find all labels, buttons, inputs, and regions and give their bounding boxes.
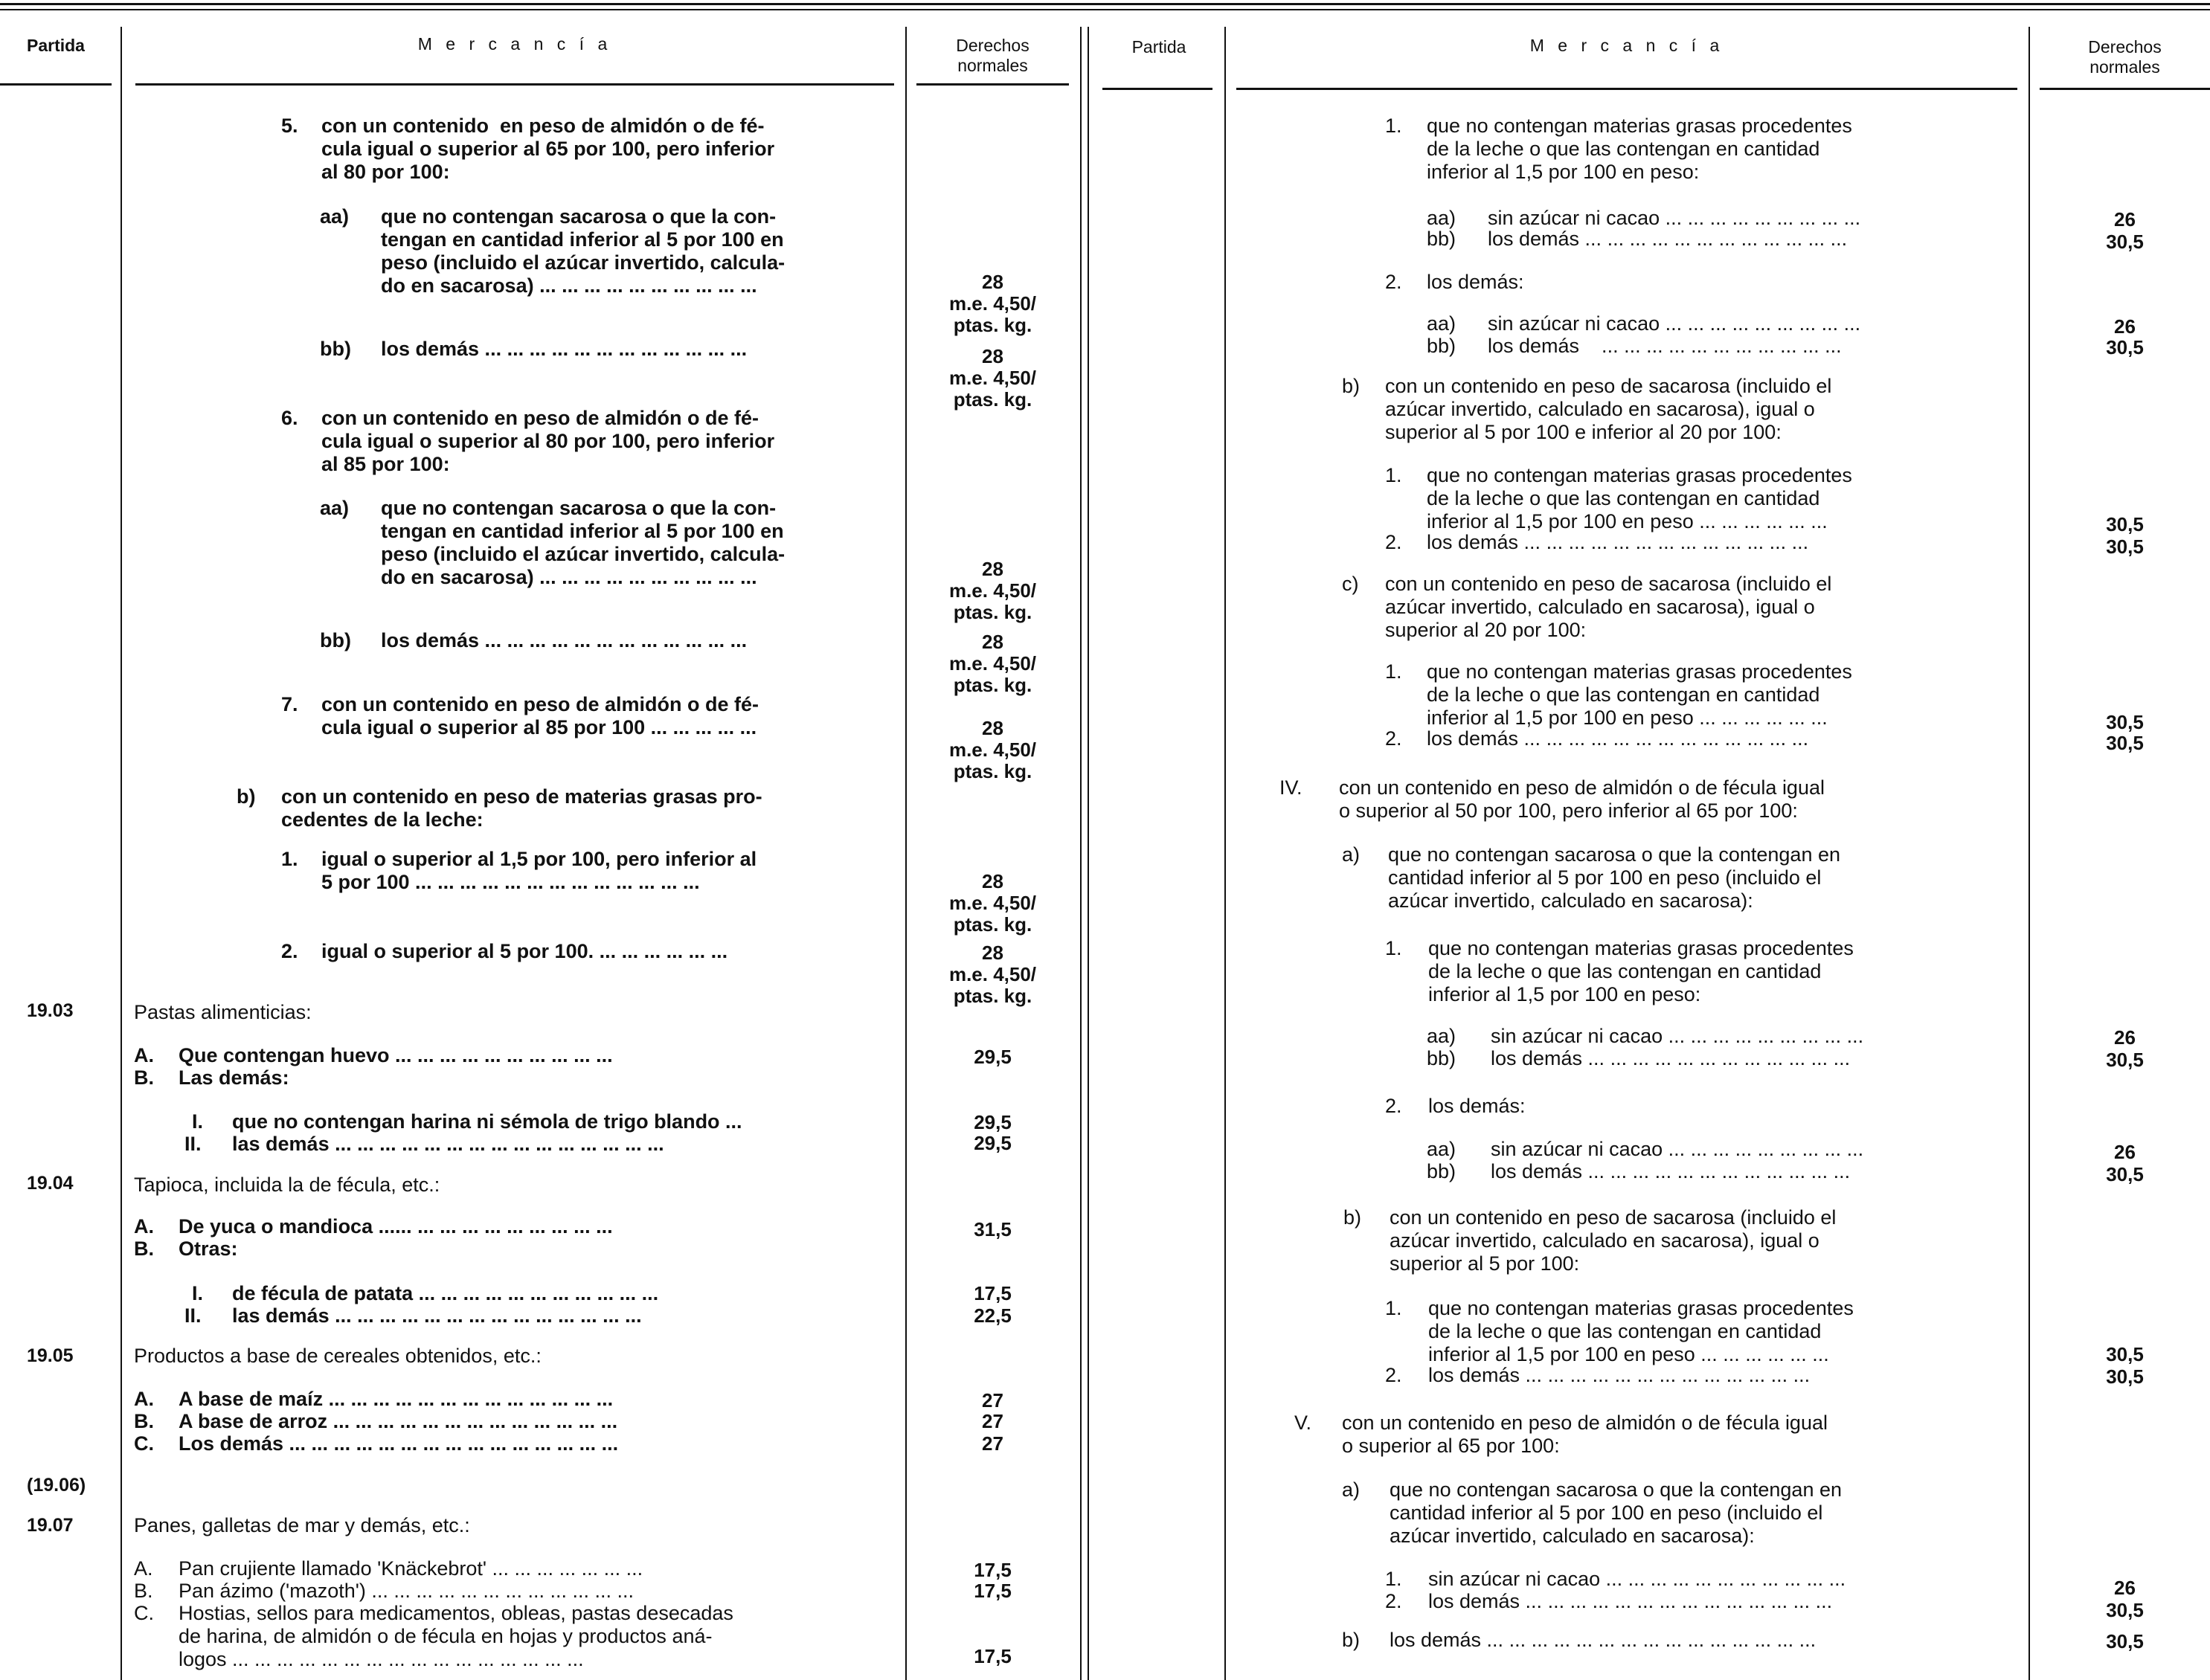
- entry-line: Pan crujiente llamado 'Knäckebrot' ... ... ... ... ... ... ...: [179, 1557, 643, 1580]
- entry-line: igual o superior al 5 por 100. ... ... ... ... ... ...: [321, 940, 728, 962]
- entry-label: I.: [192, 1110, 204, 1133]
- entry-line: cedentes de la leche:: [281, 808, 484, 831]
- duty-line: m.e. 4,50/: [948, 892, 1037, 914]
- duty-line: ptas. kg.: [953, 760, 1032, 782]
- entry-line: con un contenido en peso de almidón o de fécula igual: [1342, 1412, 1828, 1434]
- entry-line: peso (incluido el azúcar invertido, calcula-: [381, 251, 786, 274]
- duty-value: 30,5: [2106, 1343, 2144, 1365]
- entry-line: azúcar invertido, calculado en sacarosa), igual o: [1385, 398, 1815, 420]
- partida-code: 19.05: [27, 1345, 74, 1366]
- entry-line: igual o superior al 1,5 por 100, pero inferior al: [321, 848, 757, 870]
- entry-text: [1488, 312, 2008, 335]
- header-rule: [135, 83, 894, 86]
- entry-line: al 80 por 100:: [321, 161, 450, 183]
- header-derechos-left: [916, 36, 1069, 76]
- duty-line: 27: [982, 1389, 1003, 1412]
- duty-line: m.e. 4,50/: [948, 292, 1037, 315]
- entry-line: Otras:: [179, 1238, 238, 1260]
- entry-line: los demás ... ... ... ... ... ... ... ... ... ... ... ... ... ... ...: [1390, 1629, 1816, 1651]
- entry-label: 1.: [1385, 1568, 1402, 1590]
- entry-line: cula igual o superior al 65 por 100, pero inferior: [321, 138, 775, 160]
- duty-value: 30,5: [2106, 1630, 2144, 1652]
- header-rule: [0, 83, 112, 86]
- entry-line: A base de maíz ... ... ... ... ... ... ... ... ... ... ... ... ...: [179, 1388, 614, 1410]
- entry-label: A.: [134, 1557, 153, 1580]
- entry-line: los demás ... ... ... ... ... ... ... ... ... ... ... ...: [1491, 1160, 1851, 1182]
- entry-label: a): [1342, 1478, 1361, 1501]
- entry-label: bb): [1427, 1160, 1456, 1182]
- entry-line: peso (incluido el azúcar invertido, calcula-: [381, 543, 786, 565]
- entry-line: sin azúcar ni cacao ... ... ... ... ... ... ... ... ...: [1488, 312, 1861, 335]
- entry-line: inferior al 1,5 por 100 en peso ... ... ... ... ... ...: [1428, 1343, 1829, 1365]
- entry-text: [1488, 335, 2008, 358]
- header-rule: [1236, 88, 2017, 90]
- entry-label: 2.: [281, 940, 298, 962]
- entry-line: Productos a base de cereales obtenidos, etc.:: [134, 1345, 542, 1367]
- duty-value: 30,5: [2106, 513, 2144, 535]
- entry-line: de harina, de almidón o de fécula en hojas y productos aná-: [179, 1625, 713, 1647]
- entry-label: 5.: [281, 115, 298, 137]
- duty-line: 28: [982, 558, 1003, 580]
- duty-line: ptas. kg.: [953, 913, 1032, 936]
- entry-line: de la leche o que las contengan en cantidad: [1428, 960, 1822, 982]
- entry-label: 1.: [1385, 1297, 1402, 1319]
- entry-label: aa): [1427, 312, 1456, 335]
- duty-value: 26: [2114, 1577, 2136, 1599]
- duty-value: 30,5: [2106, 1049, 2144, 1071]
- entry-text: [1390, 1629, 2011, 1652]
- col-line: [1088, 27, 1089, 1680]
- duty-line: 27: [982, 1432, 1003, 1455]
- duty-line: 28: [982, 271, 1003, 293]
- entry-text: [1427, 115, 2005, 184]
- header-rule: [2040, 88, 2210, 90]
- header-rule: [916, 83, 1069, 86]
- duty-line: 27: [982, 1410, 1003, 1432]
- entry-line: azúcar invertido, calculado en sacarosa):: [1390, 1525, 1755, 1547]
- entry-line: azúcar invertido, calculado en sacarosa), igual o: [1385, 596, 1815, 618]
- duty-line: m.e. 4,50/: [948, 579, 1037, 602]
- duty-line: 29,5: [974, 1132, 1012, 1154]
- entry-line: las demás ... ... ... ... ... ... ... ... ... ... ... ... ... ... ...: [232, 1133, 664, 1155]
- entry-text: [1388, 843, 2010, 913]
- duty-line: 28: [982, 345, 1003, 367]
- entry-line: de la leche o que las contengan en cantidad: [1427, 683, 1820, 706]
- entry-line: que no contengan materias grasas procedentes: [1428, 937, 1854, 959]
- col-line: [1080, 27, 1082, 1680]
- duty-value: 30,5: [2106, 336, 2144, 358]
- entry-line: Pastas alimenticias:: [134, 1001, 312, 1023]
- entry-text: [281, 785, 896, 831]
- entry-label: II.: [184, 1304, 202, 1327]
- entry-label: aa): [1427, 1025, 1456, 1047]
- entry-label: 1.: [1385, 937, 1402, 959]
- entry-text: [134, 1001, 893, 1024]
- entry-text: [321, 848, 896, 894]
- entry-line: de la leche o que las contengan en cantidad: [1428, 1320, 1822, 1342]
- entry-text: [179, 1432, 894, 1455]
- entry-label: B.: [134, 1410, 154, 1432]
- top-rule: [0, 3, 2210, 5]
- entry-line: tengan en cantidad inferior al 5 por 100 en: [381, 228, 784, 251]
- entry-text: [1491, 1160, 2011, 1183]
- entry-text: [179, 1044, 894, 1067]
- entry-line: cantidad inferior al 5 por 100 en peso (incluido el: [1390, 1502, 1823, 1524]
- entry-text: [179, 1410, 894, 1433]
- entry-line: los demás ... ... ... ... ... ... ... ... ... ... ... ...: [381, 338, 748, 360]
- header-mercancia-right: M e r c a n c í a: [1529, 36, 1724, 55]
- entry-label: II.: [184, 1133, 202, 1155]
- duty-line: m.e. 4,50/: [948, 738, 1037, 761]
- duty-value: [916, 1111, 1069, 1133]
- entry-line: que no contengan materias grasas procedentes: [1427, 464, 1852, 486]
- entry-label: bb): [1427, 1047, 1456, 1069]
- entry-text: [179, 1215, 894, 1238]
- entry-text: [321, 940, 896, 963]
- entry-text: [321, 693, 896, 739]
- entry-label: bb): [1427, 335, 1456, 357]
- duty-value: 30,5: [2106, 732, 2144, 754]
- entry-line: do en sacarosa) ... ... ... ... ... ... ... ... ... ...: [381, 566, 757, 588]
- top-rule-2: [0, 9, 2210, 10]
- entry-line: los demás ... ... ... ... ... ... ... ... ... ... ... ...: [1488, 228, 1848, 250]
- entry-text: [381, 338, 894, 361]
- entry-line: que no contengan sacarosa o que la con-: [381, 205, 777, 228]
- entry-label: 1.: [1385, 464, 1402, 486]
- entry-text: [179, 1238, 894, 1261]
- header-derechos-line: Derechos: [956, 36, 1029, 55]
- entry-label: 2.: [1385, 1095, 1402, 1117]
- entry-line: sin azúcar ni cacao ... ... ... ... ... ... ... ... ... ... ...: [1428, 1568, 1846, 1590]
- entry-text: [1427, 727, 2005, 750]
- entry-line: 5 por 100 ... ... ... ... ... ... ... ... ... ... ... ... ...: [321, 871, 700, 893]
- entry-line: superior al 20 por 100:: [1385, 619, 1587, 641]
- entry-line: A base de arroz ... ... ... ... ... ... ... ... ... ... ... ... ...: [179, 1410, 618, 1432]
- entry-label: 2.: [1385, 1364, 1402, 1386]
- entry-line: de la leche o que las contengan en cantidad: [1427, 138, 1820, 160]
- duty-line: ptas. kg.: [953, 985, 1032, 1007]
- duty-line: 17,5: [974, 1645, 1012, 1667]
- entry-text: [134, 1345, 893, 1368]
- entry-line: los demás ... ... ... ... ... ... ... ... ... ... ... ... ...: [1427, 531, 1809, 553]
- entry-line: que no contengan harina ni sémola de trigo blando ...: [232, 1110, 742, 1133]
- duty-line: 29,5: [974, 1046, 1012, 1068]
- duty-value: 30,5: [2106, 535, 2144, 558]
- entry-label: aa): [320, 497, 350, 519]
- header-derechos-line: normales: [2089, 57, 2160, 77]
- header-partida-right: Partida: [1131, 37, 1186, 57]
- entry-label: C.: [134, 1432, 154, 1455]
- entry-line: que no contengan sacarosa o que la con-: [381, 497, 777, 519]
- entry-line: Hostias, sellos para medicamentos, obleas, pastas desecadas: [179, 1602, 733, 1624]
- entry-line: azúcar invertido, calculado en sacarosa):: [1388, 889, 1753, 912]
- duty-value: [916, 1410, 1069, 1432]
- duty-value: 30,5: [2106, 231, 2144, 253]
- entry-line: o superior al 65 por 100:: [1342, 1435, 1560, 1457]
- entry-label: c): [1342, 573, 1359, 595]
- duty-value: 26: [2114, 1026, 2136, 1049]
- duty-line: m.e. 4,50/: [948, 367, 1037, 389]
- entry-line: Los demás ... ... ... ... ... ... ... ... ... ... ... ... ... ... ...: [179, 1432, 619, 1455]
- entry-line: los demás ... ... ... ... ... ... ... ... ... ... ... ... ... ...: [1428, 1590, 1833, 1612]
- duty-value: 26: [2114, 1141, 2136, 1163]
- entry-text: [381, 629, 894, 652]
- entry-label: 1.: [1385, 115, 1402, 137]
- entry-label: aa): [320, 205, 350, 228]
- partida-code: 19.04: [27, 1173, 74, 1194]
- entry-text: [1491, 1025, 2011, 1048]
- header-partida-left: Partida: [27, 36, 85, 55]
- entry-line: o superior al 50 por 100, pero inferior al 65 por 100:: [1339, 799, 1798, 822]
- entry-line: do en sacarosa) ... ... ... ... ... ... ... ... ... ...: [381, 274, 757, 297]
- entry-label: 7.: [281, 693, 298, 715]
- entry-text: [1339, 776, 2008, 823]
- entry-line: los demás ... ... ... ... ... ... ... ... ... ... ... ... ...: [1428, 1364, 1811, 1386]
- entry-text: [321, 407, 896, 476]
- duty-value: [916, 1432, 1069, 1454]
- duty-value: [916, 1218, 1069, 1240]
- header-rule: [1102, 88, 1212, 90]
- entry-label: bb): [320, 629, 351, 651]
- entry-text: [1385, 573, 2007, 642]
- entry-line: superior al 5 por 100 e inferior al 20 por 100:: [1385, 421, 1782, 443]
- partida-code: (19.06): [27, 1475, 86, 1496]
- duty-line: m.e. 4,50/: [948, 652, 1037, 675]
- duty-line: ptas. kg.: [953, 674, 1032, 696]
- duty-value: [916, 1046, 1069, 1067]
- entry-line: con un contenido en peso de almidón o de fé-: [321, 693, 759, 715]
- entry-text: [1488, 207, 2008, 230]
- partida-code: 19.03: [27, 1000, 74, 1021]
- duty-value: [916, 271, 1069, 335]
- duty-value: [916, 717, 1069, 782]
- entry-text: [232, 1110, 894, 1133]
- entry-text: [1427, 531, 2005, 554]
- duty-value: [916, 1645, 1069, 1667]
- entry-line: de fécula de patata ... ... ... ... ... ... ... ... ... ... ...: [232, 1282, 659, 1304]
- entry-line: logos ... ... ... ... ... ... ... ... ... ... ... ... ... ... ... ...: [179, 1648, 584, 1670]
- duty-line: 22,5: [974, 1304, 1012, 1327]
- partida-code: 19.07: [27, 1515, 74, 1536]
- entry-label: 2.: [1385, 271, 1402, 293]
- duty-line: 17,5: [974, 1559, 1012, 1581]
- col-line: [905, 27, 907, 1680]
- duty-value: [916, 1559, 1069, 1580]
- entry-label: a): [1342, 843, 1361, 866]
- entry-text: [1385, 375, 2007, 444]
- entry-label: 6.: [281, 407, 298, 429]
- entry-text: [134, 1514, 893, 1537]
- entry-line: que no contengan materias grasas procedentes: [1428, 1297, 1854, 1319]
- entry-text: [179, 1388, 894, 1411]
- entry-line: superior al 5 por 100:: [1390, 1252, 1580, 1275]
- entry-label: 2.: [1385, 531, 1402, 553]
- duty-value: [916, 1389, 1069, 1411]
- entry-text: [1342, 1412, 2008, 1458]
- entry-line: los demás ... ... ... ... ... ... ... ... ... ... ... ... ...: [1427, 727, 1809, 750]
- duty-line: 28: [982, 631, 1003, 653]
- entry-text: [134, 1174, 893, 1197]
- entry-text: [321, 115, 896, 184]
- entry-text: [179, 1557, 894, 1580]
- duty-value: [916, 345, 1069, 410]
- duty-line: ptas. kg.: [953, 314, 1032, 336]
- entry-text: [1488, 228, 2008, 251]
- header-mercancia-left: M e r c a n c í a: [417, 34, 612, 54]
- entry-line: con un contenido en peso de almidón o de fécula igual: [1339, 776, 1825, 799]
- entry-label: bb): [320, 338, 351, 360]
- entry-text: [1427, 660, 2005, 730]
- duty-line: 28: [982, 942, 1003, 964]
- entry-line: Pan ázimo ('mazoth') ... ... ... ... ... ... ... ... ... ... ... ...: [179, 1580, 634, 1602]
- entry-line: los demás ... ... ... ... ... ... ... ... ... ... ... ...: [1491, 1047, 1851, 1069]
- entry-text: [1428, 1364, 2010, 1387]
- entry-text: [1427, 271, 2005, 294]
- entry-label: 1.: [281, 848, 298, 870]
- duty-value: [916, 942, 1069, 1006]
- entry-line: los demás ... ... ... ... ... ... ... ... ... ... ...: [1488, 335, 1842, 357]
- entry-text: [381, 205, 894, 297]
- entry-line: con un contenido en peso de sacarosa (incluido el: [1385, 573, 1832, 595]
- entry-line: los demás ... ... ... ... ... ... ... ... ... ... ... ...: [381, 629, 748, 651]
- entry-text: [179, 1580, 894, 1603]
- entry-line: inferior al 1,5 por 100 en peso ... ... ... ... ... ...: [1427, 510, 1828, 532]
- entry-label: V.: [1294, 1412, 1312, 1434]
- entry-label: 2.: [1385, 1590, 1402, 1612]
- entry-line: las demás ... ... ... ... ... ... ... ... ... ... ... ... ... ...: [232, 1304, 642, 1327]
- entry-text: [1491, 1047, 2011, 1070]
- header-derechos-line: Derechos: [2088, 37, 2162, 57]
- entry-line: Las demás:: [179, 1066, 289, 1089]
- entry-label: b): [1342, 1629, 1361, 1651]
- duty-value: 26: [2114, 208, 2136, 231]
- col-line: [121, 27, 122, 1680]
- entry-line: con un contenido en peso de almidón o de fé-: [321, 115, 765, 137]
- entry-text: [1428, 1568, 2010, 1591]
- entry-text: [1428, 1095, 2010, 1118]
- duty-value: [916, 631, 1069, 695]
- entry-line: cula igual o superior al 85 por 100 ... ... ... ... ...: [321, 716, 757, 738]
- duty-line: ptas. kg.: [953, 388, 1032, 411]
- entry-line: que no contengan materias grasas procedentes: [1427, 115, 1852, 137]
- entry-text: [232, 1282, 894, 1305]
- entry-label: A.: [134, 1215, 154, 1238]
- entry-line: azúcar invertido, calculado en sacarosa), igual o: [1390, 1229, 1819, 1252]
- entry-line: al 85 por 100:: [321, 453, 450, 475]
- entry-label: 1.: [1385, 660, 1402, 683]
- entry-text: [1428, 1590, 2010, 1613]
- duty-value: 30,5: [2106, 1599, 2144, 1621]
- col-line: [2028, 27, 2030, 1680]
- entry-line: Tapioca, incluida la de fécula, etc.:: [134, 1174, 440, 1196]
- entry-line: sin azúcar ni cacao ... ... ... ... ... ... ... ... ...: [1491, 1138, 1864, 1160]
- entry-label: aa): [1427, 207, 1456, 229]
- entry-label: b): [1342, 375, 1361, 397]
- entry-label: b): [1343, 1206, 1362, 1229]
- entry-line: con un contenido en peso de materias grasas pro-: [281, 785, 762, 808]
- entry-label: A.: [134, 1044, 154, 1066]
- entry-label: IV.: [1279, 776, 1302, 799]
- entry-line: los demás:: [1427, 271, 1524, 293]
- header-derechos-right: [2040, 37, 2210, 77]
- entry-line: con un contenido en peso de sacarosa (incluido el: [1385, 375, 1832, 397]
- entry-line: con un contenido en peso de sacarosa (incluido el: [1390, 1206, 1837, 1229]
- duty-line: 17,5: [974, 1580, 1012, 1602]
- entry-text: [1390, 1478, 2011, 1548]
- duty-value: 30,5: [2106, 1163, 2144, 1185]
- duty-value: 30,5: [2106, 711, 2144, 733]
- entry-label: A.: [134, 1388, 154, 1410]
- entry-line: cantidad inferior al 5 por 100 en peso (incluido el: [1388, 866, 1822, 889]
- entry-label: B.: [134, 1066, 154, 1089]
- entry-text: [1428, 1297, 2010, 1366]
- header-derechos-line: normales: [957, 56, 1028, 75]
- entry-line: los demás:: [1428, 1095, 1526, 1117]
- duty-value: [916, 1132, 1069, 1153]
- duty-value: [916, 1282, 1069, 1304]
- entry-text: [1491, 1138, 2011, 1161]
- duty-line: 28: [982, 870, 1003, 892]
- duty-value: [916, 1304, 1069, 1326]
- entry-line: inferior al 1,5 por 100 en peso ... ... ... ... ... ...: [1427, 707, 1828, 729]
- entry-line: que no contengan sacarosa o que la contengan en: [1390, 1478, 1842, 1501]
- entry-line: inferior al 1,5 por 100 en peso:: [1427, 161, 1700, 183]
- entry-line: que no contengan sacarosa o que la contengan en: [1388, 843, 1840, 866]
- entry-line: Panes, galletas de mar y demás, etc.:: [134, 1514, 470, 1536]
- entry-line: De yuca o mandioca ...... ... ... ... ... ... ... ... ... ...: [179, 1215, 613, 1238]
- entry-label: B.: [134, 1238, 154, 1260]
- entry-line: cula igual o superior al 80 por 100, pero inferior: [321, 430, 775, 452]
- duty-value: 30,5: [2106, 1365, 2144, 1388]
- entry-text: [232, 1133, 894, 1156]
- duty-line: m.e. 4,50/: [948, 963, 1037, 985]
- entry-line: tengan en cantidad inferior al 5 por 100 en: [381, 520, 784, 542]
- entry-line: Que contengan huevo ... ... ... ... ... ... ... ... ... ...: [179, 1044, 613, 1066]
- entry-text: [1427, 464, 2005, 533]
- duty-line: 31,5: [974, 1218, 1012, 1240]
- entry-line: sin azúcar ni cacao ... ... ... ... ... ... ... ... ...: [1491, 1025, 1864, 1047]
- entry-label: I.: [192, 1282, 204, 1304]
- entry-text: [1428, 937, 2010, 1006]
- entry-label: b): [237, 785, 256, 808]
- entry-line: de la leche o que las contengan en cantidad: [1427, 487, 1820, 509]
- entry-label: aa): [1427, 1138, 1456, 1160]
- entry-text: [381, 497, 894, 589]
- col-line: [1224, 27, 1226, 1680]
- duty-line: 28: [982, 717, 1003, 739]
- entry-label: bb): [1427, 228, 1456, 250]
- entry-line: que no contengan materias grasas procedentes: [1427, 660, 1852, 683]
- entry-text: [232, 1304, 894, 1327]
- entry-text: [179, 1066, 894, 1090]
- entry-line: con un contenido en peso de almidón o de fé-: [321, 407, 759, 429]
- duty-value: 26: [2114, 315, 2136, 338]
- entry-label: C.: [134, 1602, 154, 1624]
- entry-label: B.: [134, 1580, 153, 1602]
- entry-text: [1390, 1206, 2011, 1275]
- duty-line: ptas. kg.: [953, 601, 1032, 623]
- entry-label: 2.: [1385, 727, 1402, 750]
- entry-line: inferior al 1,5 por 100 en peso:: [1428, 983, 1701, 1005]
- duty-value: [916, 1580, 1069, 1601]
- entry-line: sin azúcar ni cacao ... ... ... ... ... ... ... ... ...: [1488, 207, 1861, 229]
- duty-value: [916, 870, 1069, 935]
- duty-line: 29,5: [974, 1111, 1012, 1133]
- duty-value: [916, 558, 1069, 622]
- duty-line: 17,5: [974, 1282, 1012, 1304]
- entry-text: [179, 1602, 894, 1671]
